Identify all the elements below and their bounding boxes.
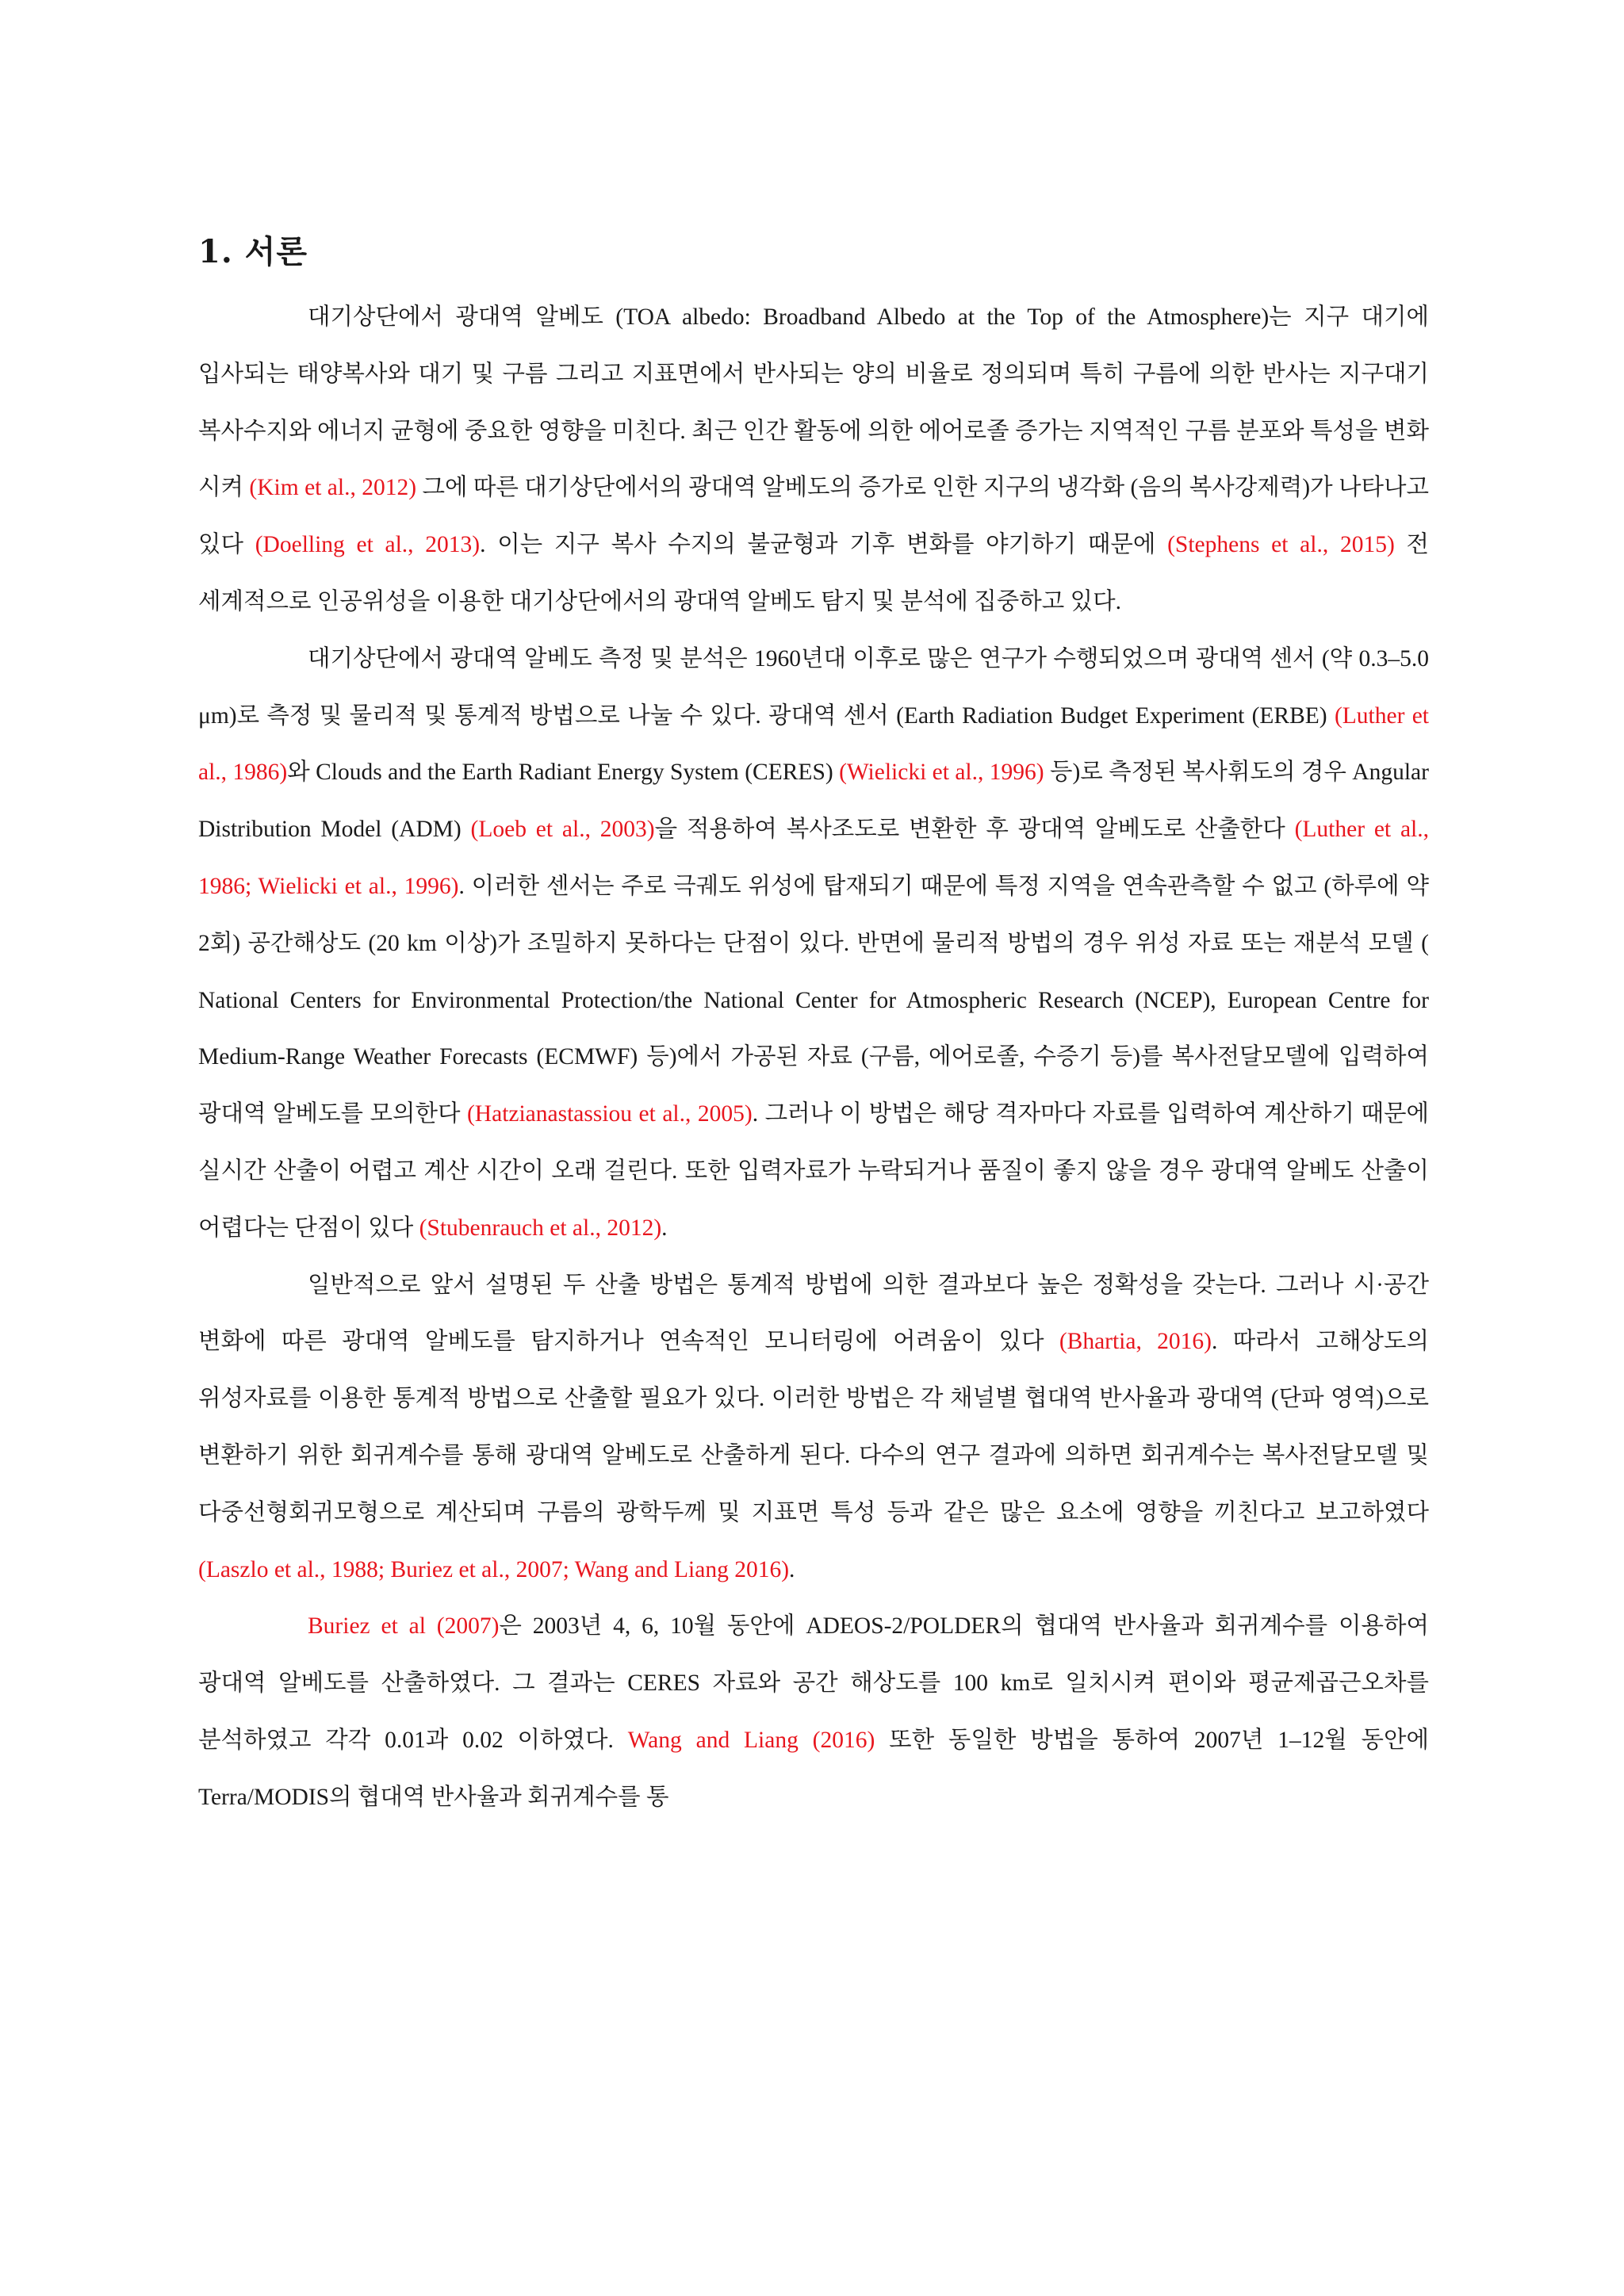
paragraph-4 xyxy=(198,1598,1429,1825)
citation-link: (Luther et al., 1986) xyxy=(198,702,1429,786)
citation-link: (Stubenrauch et al., 2012) xyxy=(419,1215,662,1241)
section-heading: 1. 서론 xyxy=(198,233,308,270)
citation-link: (Stephens et al., 2015) xyxy=(1167,532,1395,558)
citation-link: (Wielicki et al., 1996) xyxy=(839,760,1044,786)
text-segment: . xyxy=(789,1556,795,1582)
citation-link: (Kim et al., 2012) xyxy=(249,475,417,501)
text-segment: 또한 동일한 방법을 통하여 2007년 1–12월 동안에 Terra/MODIS의 협대역 반사율과 회귀계수를 통 xyxy=(198,1727,1430,1810)
text-segment: . 이는 지구 복사 수지의 불균형과 기후 변화를 야기하기 때문에 xyxy=(480,532,1168,558)
citation-link: (Hatzianastassiou et al., 2005) xyxy=(466,1101,753,1127)
text-segment: 전 세계적으로 인공위성을 이용한 대기상단에서의 광대역 알베도 탐지 및 분석에 집중하고 있다. xyxy=(198,532,1429,614)
paragraph-3 xyxy=(198,1257,1429,1598)
paragraph-1 xyxy=(198,289,1429,630)
text-segment: 은 2003년 4, 6, 10월 동안에 ADEOS-2/POLDER의 협대역 반사율과 회귀계수를 이용하여 광대역 알베도를 산출하였다. 그 결과는 CERES 자료와 공간 해상도를 100 km로 일치시켜 편이와 평균제곱근오차를 분석하였고 각각 0.01과 0.02 이하였다. xyxy=(198,1613,1429,1753)
text-segment: 일반적으로 앞서 설명된 두 산출 방법은 통계적 방법에 의한 결과보다 높은 정확성을 갖는다. 그러나 시·공간 변화에 따른 광대역 알베도를 탐지하거나 연속적인 모니터링에 어려움이 있다 xyxy=(198,1272,1429,1355)
paragraph-2 xyxy=(198,630,1429,1257)
text-segment: . 이러한 센서는 주로 극궤도 위성에 탑재되기 때문에 특정 지역을 연속관측할 수 없고 (하루에 약 2회) 공간해상도 (20 km 이상)가 조밀하지 못하다는 단점이 있다. 반면에 물리적 방법의 경우 위성 자료 또는 재분석 모델 ( National Centers for Environmental Protection/the National Center for Atmospheric Research (NCEP), European Centre for Medium-Range Weather Forecasts (ECMWF) 등)에서 가공된 자료 (구름, 에어로졸, 수증기 등)를 복사전달모델에 입력하여 광대역 알베도를 모의한다 xyxy=(198,873,1429,1127)
citation-link: Wang and Liang (2016) xyxy=(627,1727,875,1753)
text-segment: . xyxy=(661,1215,668,1241)
citation-link: (Luther et al., 1986; Wielicki et al., 1996) xyxy=(198,817,1429,899)
citation-link: (Bhartia, 2016) xyxy=(1059,1329,1212,1355)
text-segment: 그에 따른 대기상단에서의 광대역 알베도의 증가로 인한 지구의 냉각화 (음의 복사강제력)가 나타나고 있다 xyxy=(198,475,1429,558)
citation-link: Buriez et al (2007) xyxy=(308,1613,500,1640)
document-page xyxy=(198,212,1429,1826)
citation-link: (Loeb et al., 2003) xyxy=(470,817,655,843)
text-segment: 와 Clouds and the Earth Radiant Energy System (CERES) xyxy=(287,760,840,786)
text-segment: 대기상단에서 광대역 알베도 측정 및 분석은 1960년대 이후로 많은 연구가 수행되었으며 광대역 센서 (약 0.3–5.0 μm)로 측정 및 물리적 및 통계적 방법으로 나눌 수 있다. 광대역 센서 (Earth Radiation Budget Experiment (ERBE) xyxy=(198,645,1429,729)
text-segment: 을 적용하여 복사조도로 변환한 후 광대역 알베도로 산출한다 xyxy=(654,817,1295,843)
citation-link: (Doelling et al., 2013) xyxy=(255,532,481,558)
citation-link: (Laszlo et al., 1988; Buriez et al., 2007; Wang and Liang 2016) xyxy=(198,1556,790,1582)
text-segment: 등)로 측정된 복사휘도의 경우 Angular Distribution Model (ADM) xyxy=(198,760,1429,843)
text-segment: 대기상단에서 광대역 알베도 (TOA albedo: Broadband Albedo at the Top of the Atmosphere)는 지구 대기에 입사되는 태양복사와 대기 및 구름 그리고 지표면에서 반사되는 양의 비율로 정의되며 특히 구름에 의한 반사는 지구대기 복사수지와 에너지 균형에 중요한 영향을 미친다. 최근 인간 활동에 의한 에어로졸 증가는 지역적인 구름 분포와 특성을 변화 시켜 xyxy=(198,304,1429,501)
text-segment: . 그러나 이 방법은 해당 격자마다 자료를 입력하여 계산하기 때문에 실시간 산출이 어렵고 계산 시간이 오래 걸린다. 또한 입력자료가 누락되거나 품질이 좋지 않을 경우 광대역 알베도 산출이 어렵다는 단점이 있다 xyxy=(198,1101,1429,1241)
text-segment: . 따라서 고해상도의 위성자료를 이용한 통계적 방법으로 산출할 필요가 있다. 이러한 방법은 각 채널별 협대역 반사율과 광대역 (단파 영역)으로 변환하기 위한 회귀계수를 통해 광대역 알베도로 산출하게 된다. 다수의 연구 결과에 의하면 회귀계수는 복사전달모델 및 다중선형회귀모형으로 계산되며 구름의 광학두께 및 지표면 특성 등과 같은 많은 요소에 영향을 끼친다고 보고하였다 xyxy=(198,1329,1429,1525)
